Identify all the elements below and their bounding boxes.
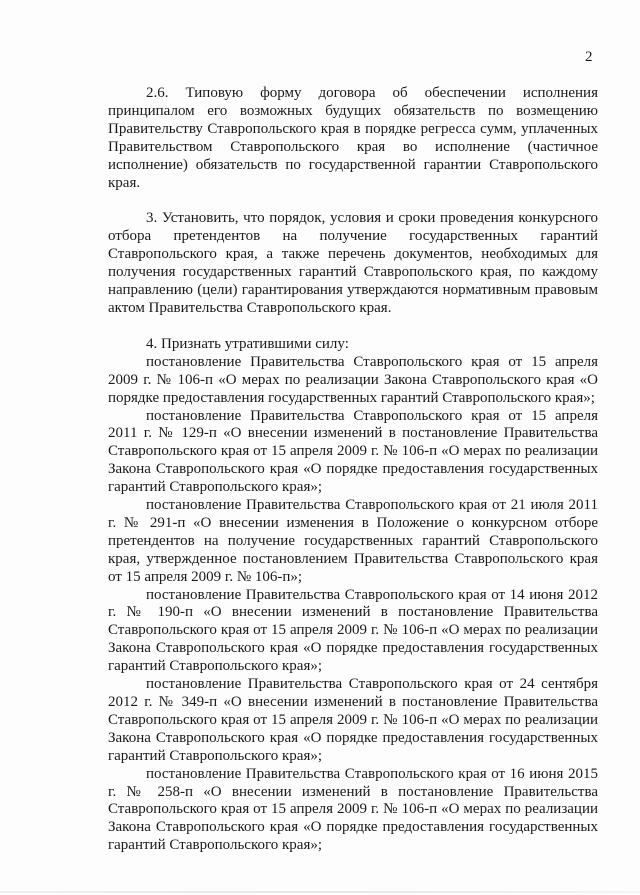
repealed-act-item: постановление Правительства Ставропольского края от 14 июня 2012 г. № 190-п «О внесении изменений в постановление Правительства Ставропольского края от 15 апреля 2009 г. № 106-п «О мерах по реализации Закона Ставропольского края «О порядке предоставления государственных гарантий Ставропольского края»; [108, 586, 598, 675]
paragraph-2-6: 2.6. Типовую форму договора об обеспечении исполнения принципалом его возможных будущих обязательств по возмещению Правительству Ставропольского края в порядке регресса сумм, уплаченных Правительством Ставропольского края во исполнение (частичное исполнение) обязательств по государственной гарантии Ставропольского края. [108, 85, 598, 191]
repealed-act-item: постановление Правительства Ставропольского края от 21 июля 2011 г. № 291-п «О внесении изменения в Положение о конкурсном отборе претендентов на получение государственных гарантий Ставропольского края, утвержденное постановлением Правительства Ставропольского края от 15 апреля 2009 г. № 106-п»; [108, 497, 598, 585]
paragraph-gap [108, 192, 598, 210]
repealed-act-item: постановление Правительства Ставропольского края от 15 апреля 2011 г. № 129-п «О внесении изменений в постановление Правительства Ставропольского края от 15 апреля 2009 г. № 106-п «О мерах по реализации Закона Ставропольского края «О порядке предоставления государственных гарантий Ставропольского края»; [108, 407, 598, 496]
page-number: 2 [585, 49, 593, 65]
scan-edge-artifact [0, 891, 640, 893]
document-body [108, 85, 598, 855]
paragraph-3: 3. Установить, что порядок, условия и сроки проведения конкурсного отбора претендентов на получение государственных гарантий Ставропольского края, а также перечень документов, необходимых для получения государственных гарантий Ставропольского края, по каждому направлению (цели) гарантирования утверждаются нормативным правовым актом Правительства Ставропольского края. [108, 210, 598, 316]
repealed-act-item: постановление Правительства Ставропольского края от 15 апреля 2009 г. № 106-п «О мерах по реализации Закона Ставропольского края «О порядке предоставления государственных гарантий Ставропольского края»; [108, 353, 598, 406]
paragraph-4-heading: 4. Признать утратившими силу: [146, 335, 349, 352]
repealed-acts-list [108, 354, 598, 855]
repealed-act-item: постановление Правительства Ставропольского края от 16 июня 2015 г. № 258-п «О внесении изменений в постановление Правительства Ставропольского края от 15 апреля 2009 г. № 106-п «О мерах по реализации Закона Ставропольского края «О порядке предоставления государственных гарантий Ставропольского края»; [108, 765, 598, 854]
repealed-act-item: постановление Правительства Ставропольского края от 24 сентября 2012 г. № 349-п «О внесении изменений в постановление Правительства Ставропольского края от 15 апреля 2009 г. № 106-п «О мерах по реализации Закона Ставропольского края «О порядке предоставления государственных гарантий Ставропольского края»; [108, 676, 598, 764]
paragraph-gap [108, 318, 598, 336]
